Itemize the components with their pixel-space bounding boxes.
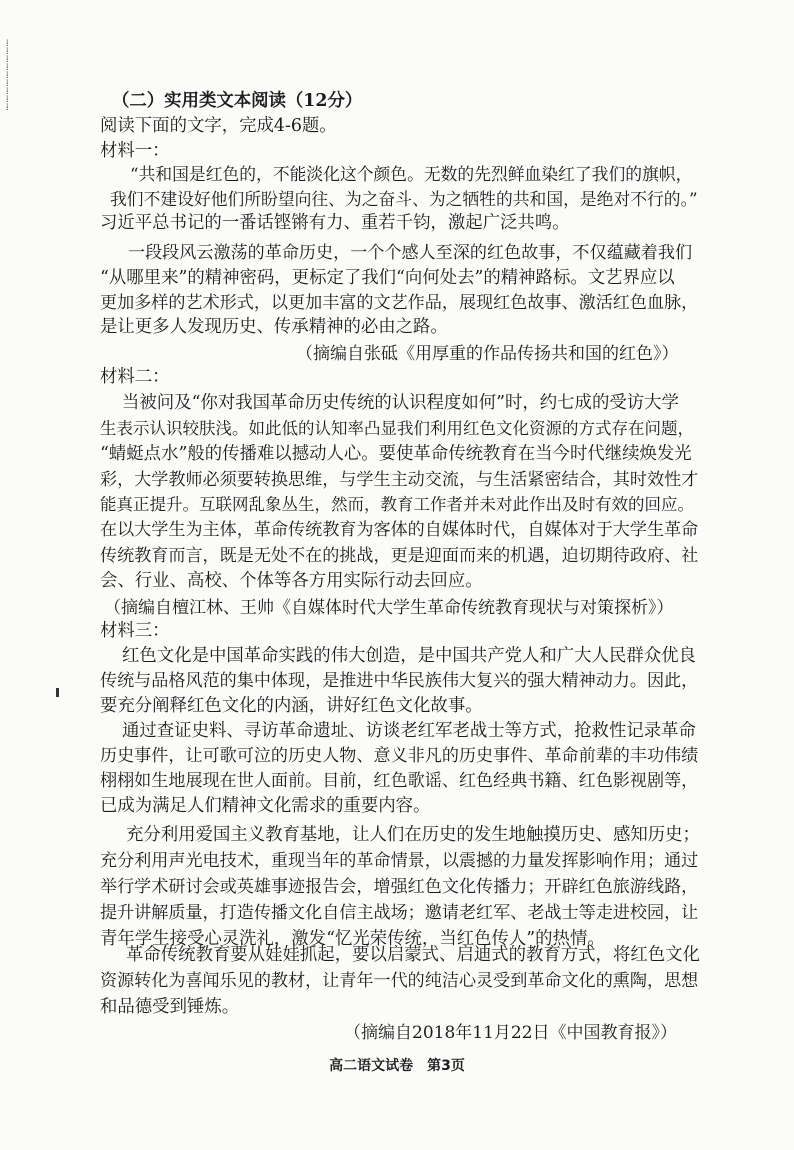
scan-speck [56, 688, 59, 697]
material-3-line: 青年学生接受心灵洗礼，激发“忆光荣传统，当红色传人”的热情。 [100, 929, 605, 949]
material-3-line: 举行学术研讨会或英雄事迹报告会，增强红色文化传播力；开辟红色旅游线路， [100, 877, 699, 897]
material-1-line: “从哪里来”的精神密码，更标定了我们“向何处去”的精神路标。文艺界应以 [100, 268, 675, 288]
page-footer: 高二语文试卷 第3页 [329, 1058, 465, 1074]
material-3-line: 资源转化为喜闻乐见的教材，让青年一代的纯洁心灵受到革命文化的熏陶，思想 [100, 971, 699, 991]
material-1-citation: （摘编自张砥《用厚重的作品传扬共和国的红色》） [296, 344, 679, 364]
material-2-line: 生表示认识较肤浅。如此低的认知率凸显我们利用红色文化资源的方式存在问题， [100, 419, 694, 438]
material-3-line: 通过查证史料、寻访革命遗址、访谈老红军老战士等方式，抢救性记录革命 [122, 721, 696, 741]
material-2-line: 彩，大学教师必须要转换思维，与学生主动交流，与生活紧密结合，其时效性才 [100, 470, 699, 490]
material-3-citation: （摘编自2018年11月22日《中国教育报》） [344, 1023, 678, 1043]
material-3-line: 要充分阐释红色文化的内涵，讲好红色文化故事。 [100, 696, 483, 716]
material-1-label: 材料一： [100, 141, 170, 161]
material-3-line: 栩栩如生地展现在世人面前。目前，红色歌谣、红色经典书籍、红色影视剧等， [100, 771, 699, 791]
material-1-line: 更加多样的艺术形式，以更加丰富的文艺作品，展现红色故事、激活红色血脉， [100, 293, 699, 313]
material-1-line: 我们不建设好他们所盼望向往、为之奋斗、为之牺牲的共和国，是绝对不行的。” [110, 189, 698, 209]
material-1-line: 习近平总书记的一番话铿锵有力、重若千钧，激起广泛共鸣。 [100, 213, 570, 233]
section-title: （二）实用类文本阅读（12分） [112, 91, 363, 111]
binding-margin-marks: ⁞ ⁞ ⁞ ⁞ ⁞ ⁞ ⁞ ⁞ ⁞ [6, 39, 10, 113]
material-2-label: 材料二： [100, 367, 170, 387]
material-3-line: 革命传统教育要从娃娃抓起，要以启蒙式、启迪式的教育方式，将红色文化 [126, 945, 700, 965]
material-3-line: 已成为满足人们精神文化需求的重要内容。 [100, 796, 431, 816]
material-3-line: 和品德受到锤炼。 [100, 997, 240, 1017]
material-3-label: 材料三： [100, 621, 170, 641]
material-3-line: 传统与品格风范的集中体现，是推进中华民族伟大复兴的强大精神动力。因此， [100, 671, 699, 691]
material-1-line: 一段段风云激荡的革命历史，一个个感人至深的红色故事，不仅蕴藏着我们 [128, 243, 693, 263]
material-3-line: 提升讲解质量，打造传播文化自信主战场；邀请老红军、老战士等走进校园，让 [100, 903, 699, 923]
material-2-line: 会、行业、高校、个体等各方用实际行动去回应。 [100, 571, 483, 591]
material-2-line: 能真正提升。互联网乱象丛生，然而，教育工作者并未对此作出及时有效的回应。 [100, 495, 694, 514]
material-3-line: 红色文化是中国革命实践的伟大创造，是中国共产党人和广大人民群众优良 [122, 646, 696, 666]
material-2-line: 当被问及“你对我国革命历史传统的认识程度如何”时，约七成的受访大学 [122, 393, 679, 413]
material-1-line: 是让更多人发现历史、传承精神的必由之路。 [100, 317, 448, 337]
material-3-line: 充分利用声光电技术，重现当年的革命情景，以震撼的力量发挥影响作用；通过 [100, 851, 699, 871]
material-2-line: 在以大学生为主体，革命传统教育为客体的自媒体时代，自媒体对于大学生革命 [100, 520, 699, 540]
material-2-line: “蜻蜓点水”般的传播难以撼动人心。要使革命传统教育在当今时代继续焕发光 [100, 444, 692, 464]
material-1-line: “共和国是红色的，不能淡化这个颜色。无数的先烈鲜血染红了我们的旗帜， [130, 164, 693, 184]
material-3-line: 历史事件，让可歌可泣的历史人物、意义非凡的历史事件、革命前辈的丰功伟绩 [100, 746, 699, 766]
material-3-line: 充分利用爱国主义教育基地，让人们在历史的发生地触摸历史、感知历史； [126, 825, 700, 845]
material-2-line: 传统教育而言，既是无处不在的挑战，更是迎面而来的机遇，迫切期待政府、社 [100, 546, 699, 566]
material-2-citation: （摘编自檀江林、王帅《自媒体时代大学生革命传统教育现状与对策探析》） [104, 598, 674, 618]
instruction: 阅读下面的文字，完成4-6题。 [100, 116, 337, 136]
